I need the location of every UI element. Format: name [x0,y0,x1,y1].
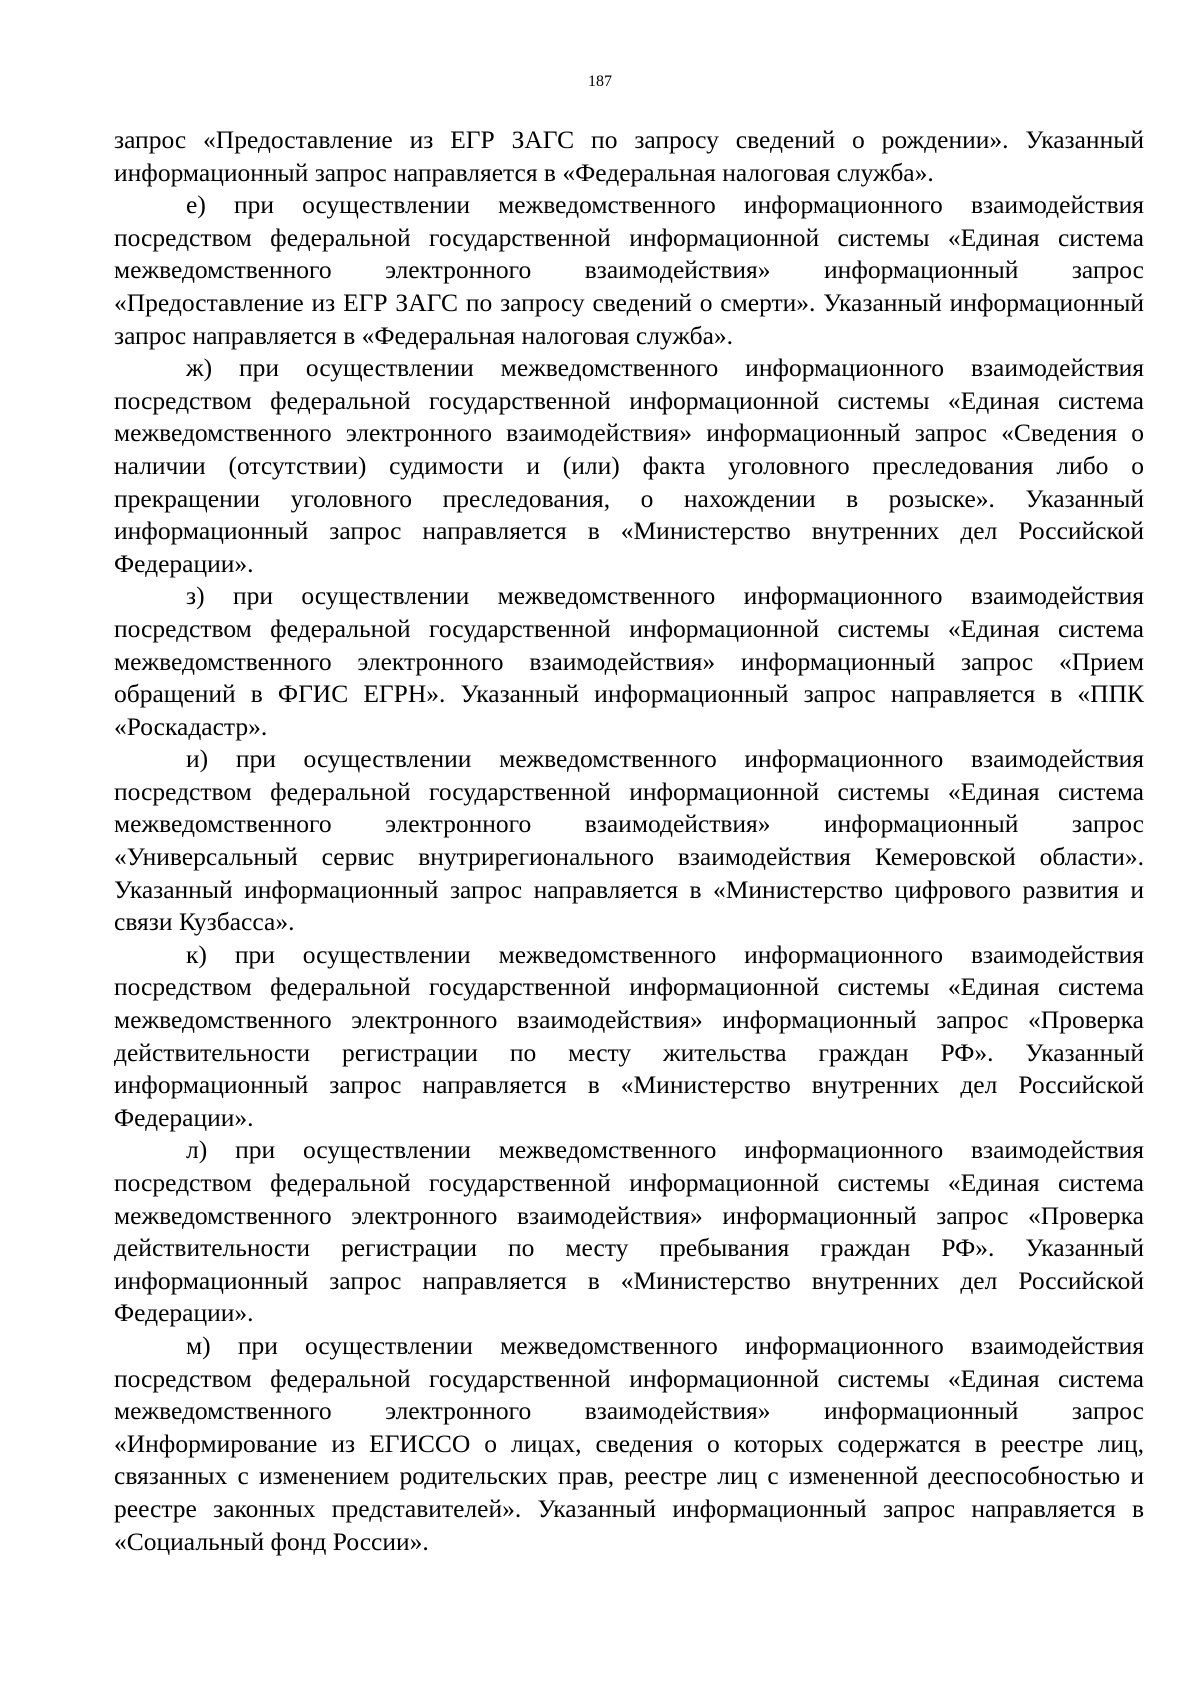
document-body [114,124,1144,1558]
list-item-e: е) при осуществлении межведомственного информационного взаимодействия посредством федеральной государственной информационной системы «Единая система межведомственного электронного взаимодействия» информационный запрос «Предоставление из ЕГР ЗАГС по запросу сведений о смерти». Указанный информационный запрос направляется в «Федеральная налоговая служба». [114,190,1144,350]
paragraph-continuation: запрос «Предоставление из ЕГР ЗАГС по запросу сведений о рождении». Указанный информационный запрос направляется в «Федеральная налоговая служба». [114,125,1144,187]
list-item-z: з) при осуществлении межведомственного информационного взаимодействия посредством федеральной государственной информационной системы «Единая система межведомственного электронного взаимодействия» информационный запрос «Прием обращений в ФГИС ЕГРН». Указанный информационный запрос направляется в «ППК «Роскадастр». [114,581,1144,741]
list-item-i: и) при осуществлении межведомственного информационного взаимодействия посредством федеральной государственной информационной системы «Единая система межведомственного электронного взаимодействия» информационный запрос «Универсальный сервис внутрирегионального взаимодействия Кемеровской области». Указанный информационный запрос направляется в «Министерство цифрового развития и связи Кузбасса». [114,744,1144,937]
page-number: 187 [588,73,612,90]
list-item-zh: ж) при осуществлении межведомственного информационного взаимодействия посредством федеральной государственной информационной системы «Единая система межведомственного электронного взаимодействия» информационный запрос «Сведения о наличии (отсутствии) судимости и (или) факта уголовного преследования либо о прекращении уголовного преследования, о нахождении в розыске». Указанный информационный запрос направляется в «Министерство внутренних дел Российской Федерации». [114,353,1144,578]
list-item-k: к) при осуществлении межведомственного информационного взаимодействия посредством федеральной государственной информационной системы «Единая система межведомственного электронного взаимодействия» информационный запрос «Проверка действительности регистрации по месту жительства граждан РФ». Указанный информационный запрос направляется в «Министерство внутренних дел Российской Федерации». [114,939,1144,1132]
list-item-l: л) при осуществлении межведомственного информационного взаимодействия посредством федеральной государственной информационной системы «Единая система межведомственного электронного взаимодействия» информационный запрос «Проверка действительности регистрации по месту пребывания граждан РФ». Указанный информационный запрос направляется в «Министерство внутренних дел Российской Федерации». [114,1135,1144,1328]
list-item-m: м) при осуществлении межведомственного информационного взаимодействия посредством федеральной государственной информационной системы «Единая система межведомственного электронного взаимодействия» информационный запрос «Информирование из ЕГИССО о лицах, сведения о которых содержатся в реестре лиц, связанных с изменением родительских прав, реестре лиц с измененной дееспособностью и реестре законных представителей». Указанный информационный запрос направляется в «Социальный фонд России». [114,1330,1144,1556]
